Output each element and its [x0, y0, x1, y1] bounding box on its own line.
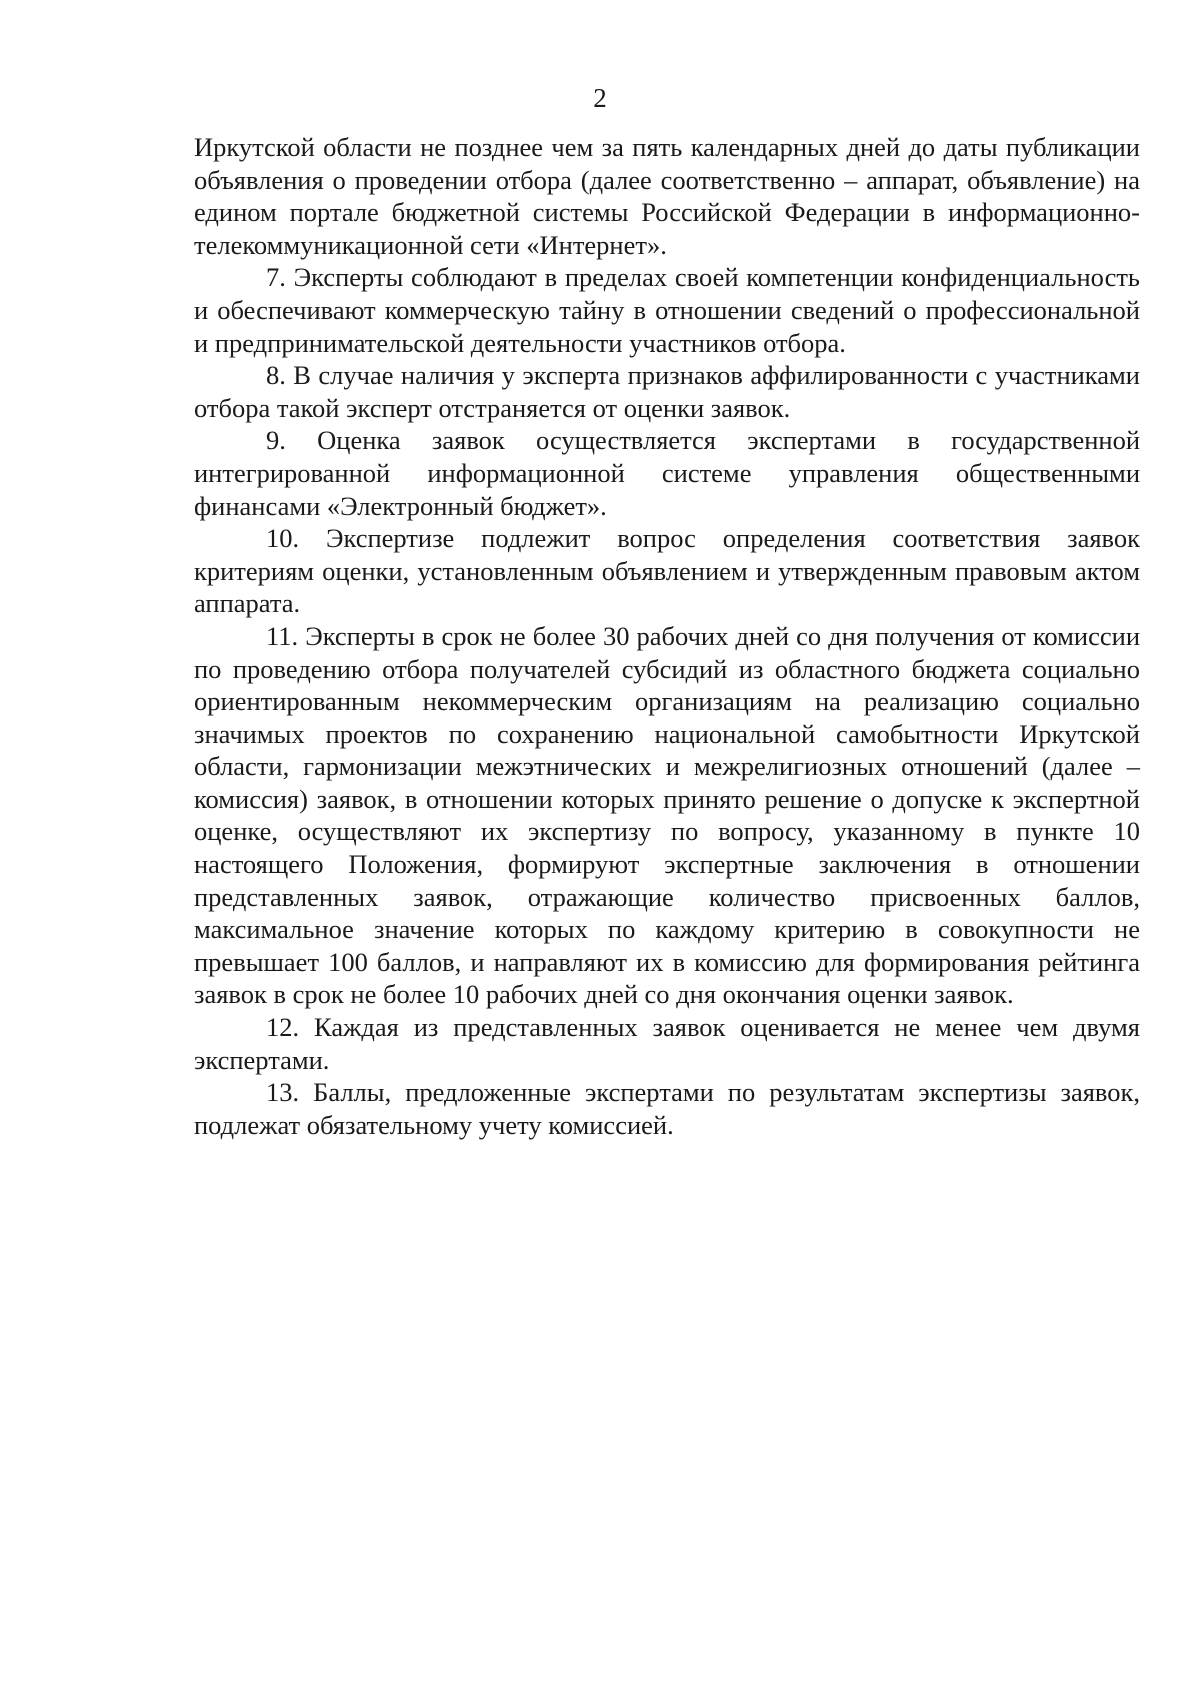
- paragraph-item-8: 8. В случае наличия у эксперта признаков аффилированности с участниками отбора такой эксперт отстраняется от оценки заявок.: [194, 360, 1140, 423]
- paragraph-item-11: 11. Эксперты в срок не более 30 рабочих дней со дня получения от комиссии по проведению отбора получателей субсидий из областного бюджета социально ориентированным некоммерческим организациям на реализацию социально значимых проектов по сохранению национальной самобытности Иркутской области, гармонизации межэтнических и межрелигиозных отношений (далее – комиссия) заявок, в отношении которых принято решение о допуске к экспертной оценке, осуществляют их экспертизу по вопросу, указанному в пункте 10 настоящего Положения, формируют экспертные заключения в отношении представленных заявок, отражающие количество присвоенных баллов, максимальное значение которых по каждому критерию в совокупности не превышает 100 баллов, и направляют их в комиссию для формирования рейтинга заявок в срок не более 10 рабочих дней со дня окончания оценки заявок.: [194, 620, 1140, 1010]
- document-body: [194, 131, 1140, 1141]
- paragraph-continuation: Иркутской области не позднее чем за пять календарных дней до даты публикации объявления о проведении отбора (далее соответственно – аппарат, объявление) на едином портале бюджетной системы Российской Федерации в информационно-телекоммуникационной сети «Интернет».: [194, 132, 1140, 260]
- paragraph-item-10: 10. Экспертизе подлежит вопрос определения соответствия заявок критериям оценки, установленным объявлением и утвержденным правовым актом аппарата.: [194, 523, 1140, 619]
- paragraph-item-12: 12. Каждая из представленных заявок оценивается не менее чем двумя экспертами.: [194, 1012, 1140, 1075]
- paragraph-item-9: 9. Оценка заявок осуществляется экспертами в государственной интегрированной информационной системе управления общественными финансами «Электронный бюджет».: [194, 425, 1140, 521]
- paragraph-item-13: 13. Баллы, предложенные экспертами по результатам экспертизы заявок, подлежат обязательному учету комиссией.: [194, 1077, 1140, 1140]
- page-number: 2: [593, 83, 607, 113]
- paragraph-item-7: 7. Эксперты соблюдают в пределах своей компетенции конфиденциальность и обеспечивают коммерческую тайну в отношении сведений о профессиональной и предпринимательской деятельности участников отбора.: [194, 262, 1140, 358]
